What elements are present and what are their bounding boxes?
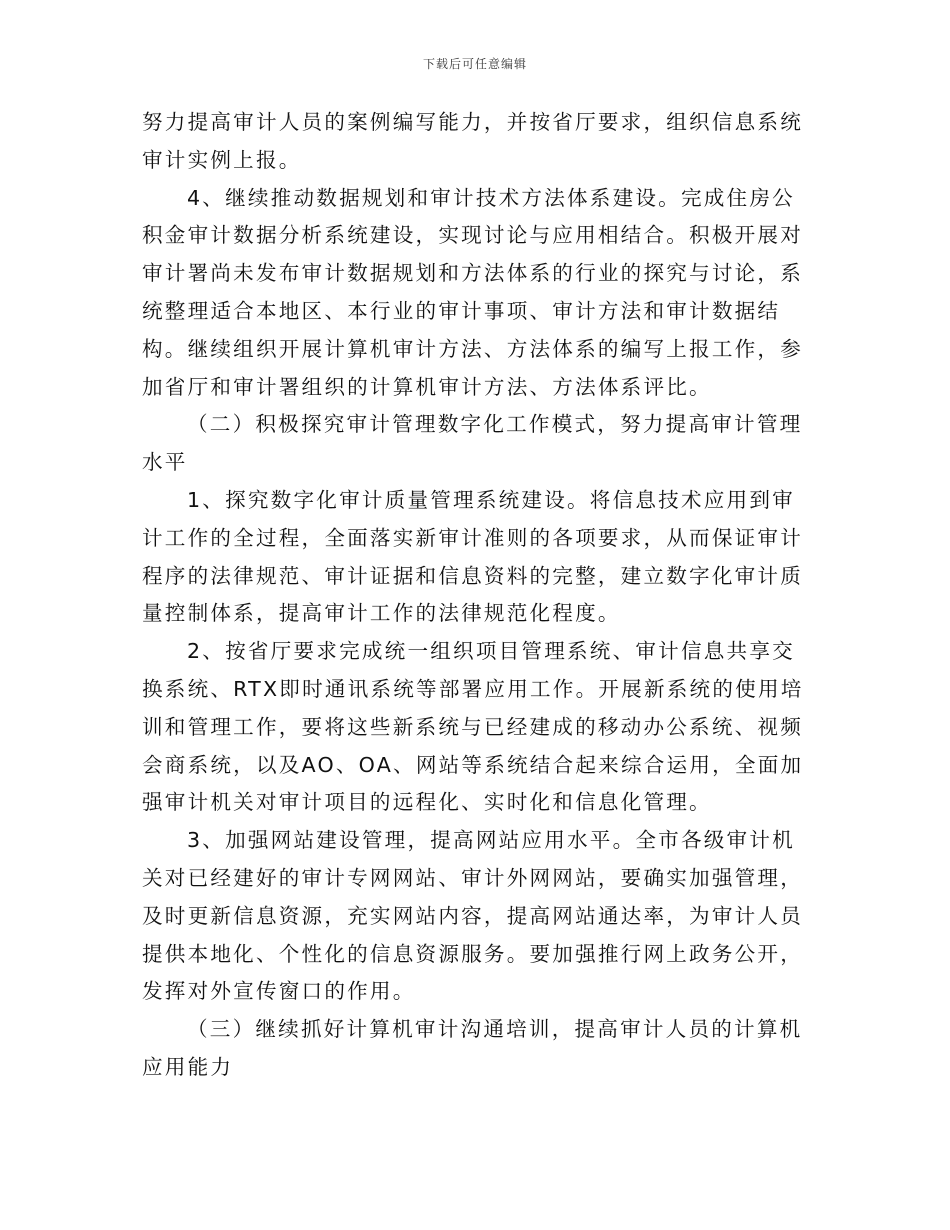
section-heading-3: （三）继续抓好计算机审计沟通培训，提高审计人员的计算机应用能力	[142, 1017, 803, 1079]
page-header-note: 下载后可任意编辑	[422, 57, 527, 71]
section-heading-2: （二）积极探究审计管理数字化工作模式，努力提高审计管理水平	[142, 412, 803, 475]
document-body	[142, 104, 810, 1087]
paragraph-item-1: 1、探究数字化审计质量管理系统建设。将信息技术应用到审计工作的全过程，全面落实新审计准则的各项要求，从而保证审计程序的法律规范、审计证据和信息资料的完整，建立数字化审计质量控制体系，提高审计工作的法律规范化程度。	[142, 487, 804, 626]
paragraph-item-2: 2、按省厅要求完成统一组织项目管理系统、审计信息共享交换系统、RTX即时通讯系统等部署应用工作。开展新系统的使用培训和管理工作，要将这些新系统与已经建成的移动办公系统、视频会商系统，以及AO、OA、网站等系统结合起来综合运用，全面加强审计机关对审计项目的远程化、实时化和信息化管理。	[142, 639, 804, 815]
paragraph-item-4: 4、继续推动数据规划和审计技术方法体系建设。完成住房公积金审计数据分析系统建设，实现讨论与应用相结合。积极开展对审计署尚未发布审计数据规划和方法体系的行业的探究与讨论，系统整理适合本地区、本行业的审计事项、审计方法和审计数据结构。继续组织开展计算机审计方法、方法体系的编写上报工作，参加省厅和审计署组织的计算机审计方法、方法体系评比。	[142, 185, 804, 399]
paragraph-item-3: 3、加强网站建设管理，提高网站应用水平。全市各级审计机关对已经建好的审计专网网站、审计外网网站，要确实加强管理，及时更新信息资源，充实网站内容，提高网站通达率，为审计人员提供本地化、个性化的信息资源服务。要加强推行网上政务公开，发挥对外宣传窗口的作用。	[142, 828, 804, 1004]
paragraph-continuation: 努力提高审计人员的案例编写能力，并按省厅要求，组织信息系统审计实例上报。	[142, 110, 804, 172]
